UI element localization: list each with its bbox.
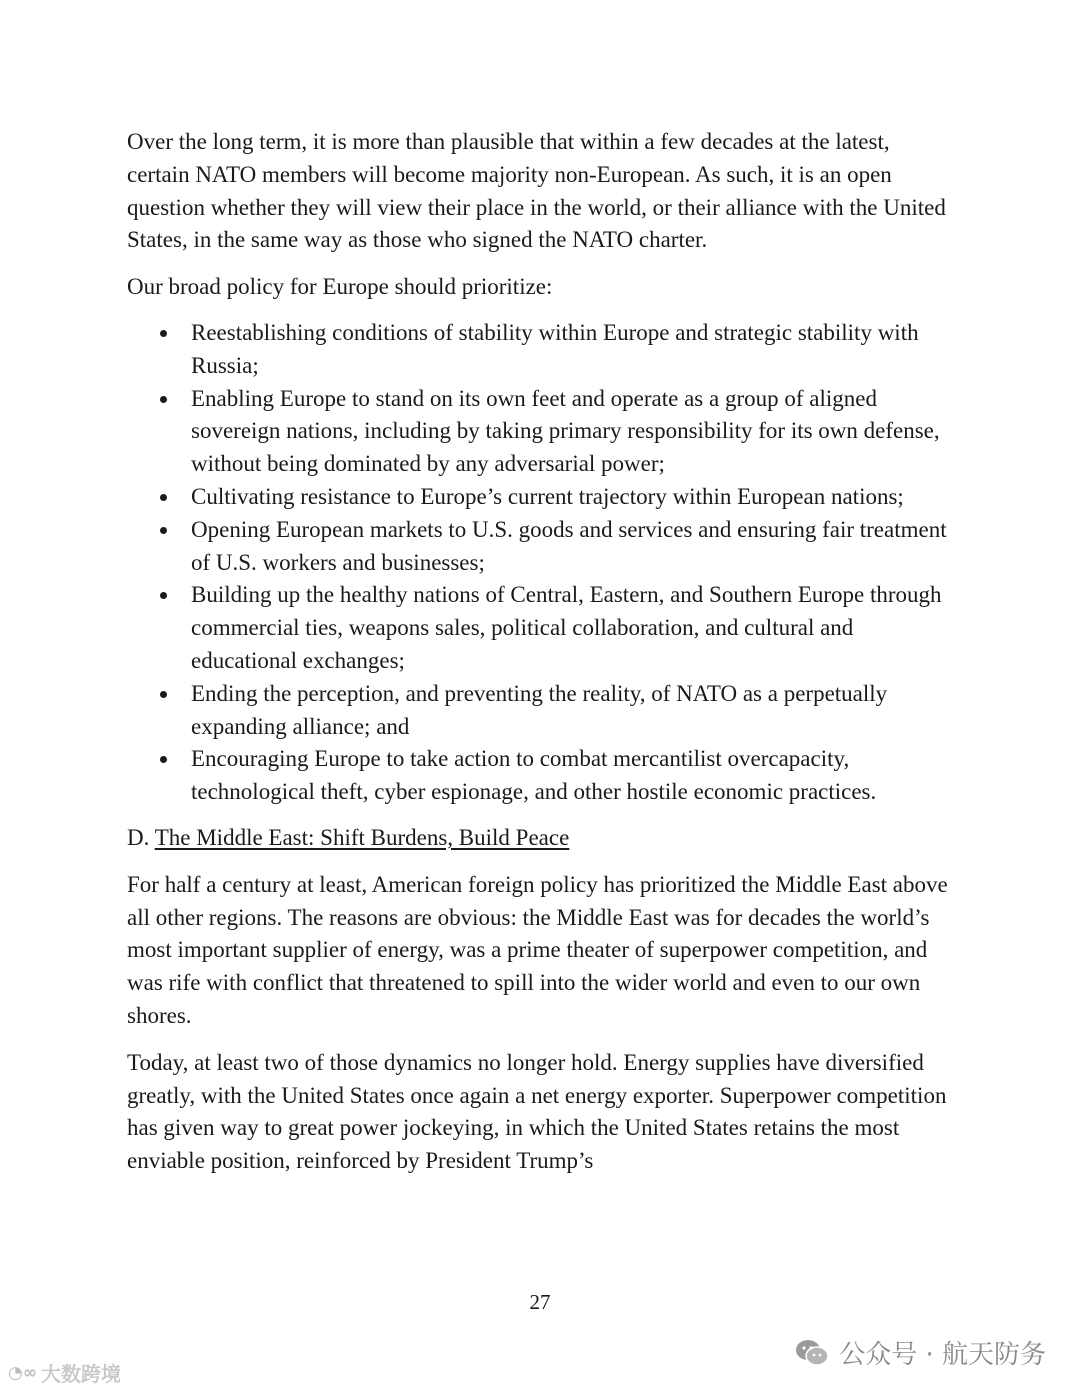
section-heading-middle-east [127,822,957,855]
paragraph-nato-demographics: Over the long term, it is more than plausible that within a few decades at the latest, certain NATO members will become majority non-European. As such, it is an open question whether they will view their place in the world, or their alliance with the United States, in the same way as those who signed the NATO charter. [127,129,946,253]
bullet-icon [160,691,167,698]
watermark-logo-icon: ◔∞ [8,1362,37,1383]
watermark-right [795,1334,1046,1371]
bullet-icon [160,527,167,534]
bullet-icon [160,330,167,337]
list-item: Encouraging Europe to take action to combat mercantilist overcapacity, technological theft, cyber espionage, and other hostile economic practices. [127,743,957,809]
policy-bullet-list [127,317,957,809]
watermark-left [8,1358,121,1387]
paragraph-middle-east-history: For half a century at least, American foreign policy has prioritized the Middle East above all other regions. The reasons are obvious: the Middle East was for decades the world’s most important supplier of energy, was a prime theater of superpower competition, and was rife with conflict that threatened to spill into the wider world and even to our own shores. [127,871,948,1028]
paragraph-dynamics-changed: Today, at least two of those dynamics no longer hold. Energy supplies have diversified greatly, with the United States once again a net energy exporter. Superpower competition has given way to great power jockeying, in which the United States retains the most enviable position, reinforced by President Trump’s [127,1049,947,1174]
bullet-icon [160,396,167,403]
section-prefix: D. [127,824,150,850]
list-item: Enabling Europe to stand on its own feet and operate as a group of aligned sovereign nations, including by taking primary responsibility for its own defense, without being dominated by any adversarial power; [127,383,957,481]
bullet-icon [160,592,167,599]
watermark-right-text: 公众号 · 航天防务 [839,1340,1046,1370]
watermark-left-text: 大数跨境 [41,1362,121,1386]
section-title: The Middle East: Shift Burdens, Build Peace [154,824,570,850]
document-body [127,126,957,1192]
list-item: Cultivating resistance to Europe’s current trajectory within European nations; [127,481,957,514]
wechat-icon [795,1339,829,1367]
list-item: Building up the healthy nations of Central, Eastern, and Southern Europe through commercial ties, weapons sales, political collaboration, and cultural and educational exchanges; [127,579,957,677]
bullet-icon [160,494,167,501]
list-item: Opening European markets to U.S. goods and services and ensuring fair treatment of U.S. workers and businesses; [127,514,957,580]
bullet-icon [160,756,167,763]
list-item: Ending the perception, and preventing the reality, of NATO as a perpetually expanding alliance; and [127,678,957,744]
list-item: Reestablishing conditions of stability within Europe and strategic stability with Russia; [127,317,957,383]
page-number: 27 [529,1290,551,1314]
paragraph-policy-intro: Our broad policy for Europe should prioritize: [127,274,553,300]
